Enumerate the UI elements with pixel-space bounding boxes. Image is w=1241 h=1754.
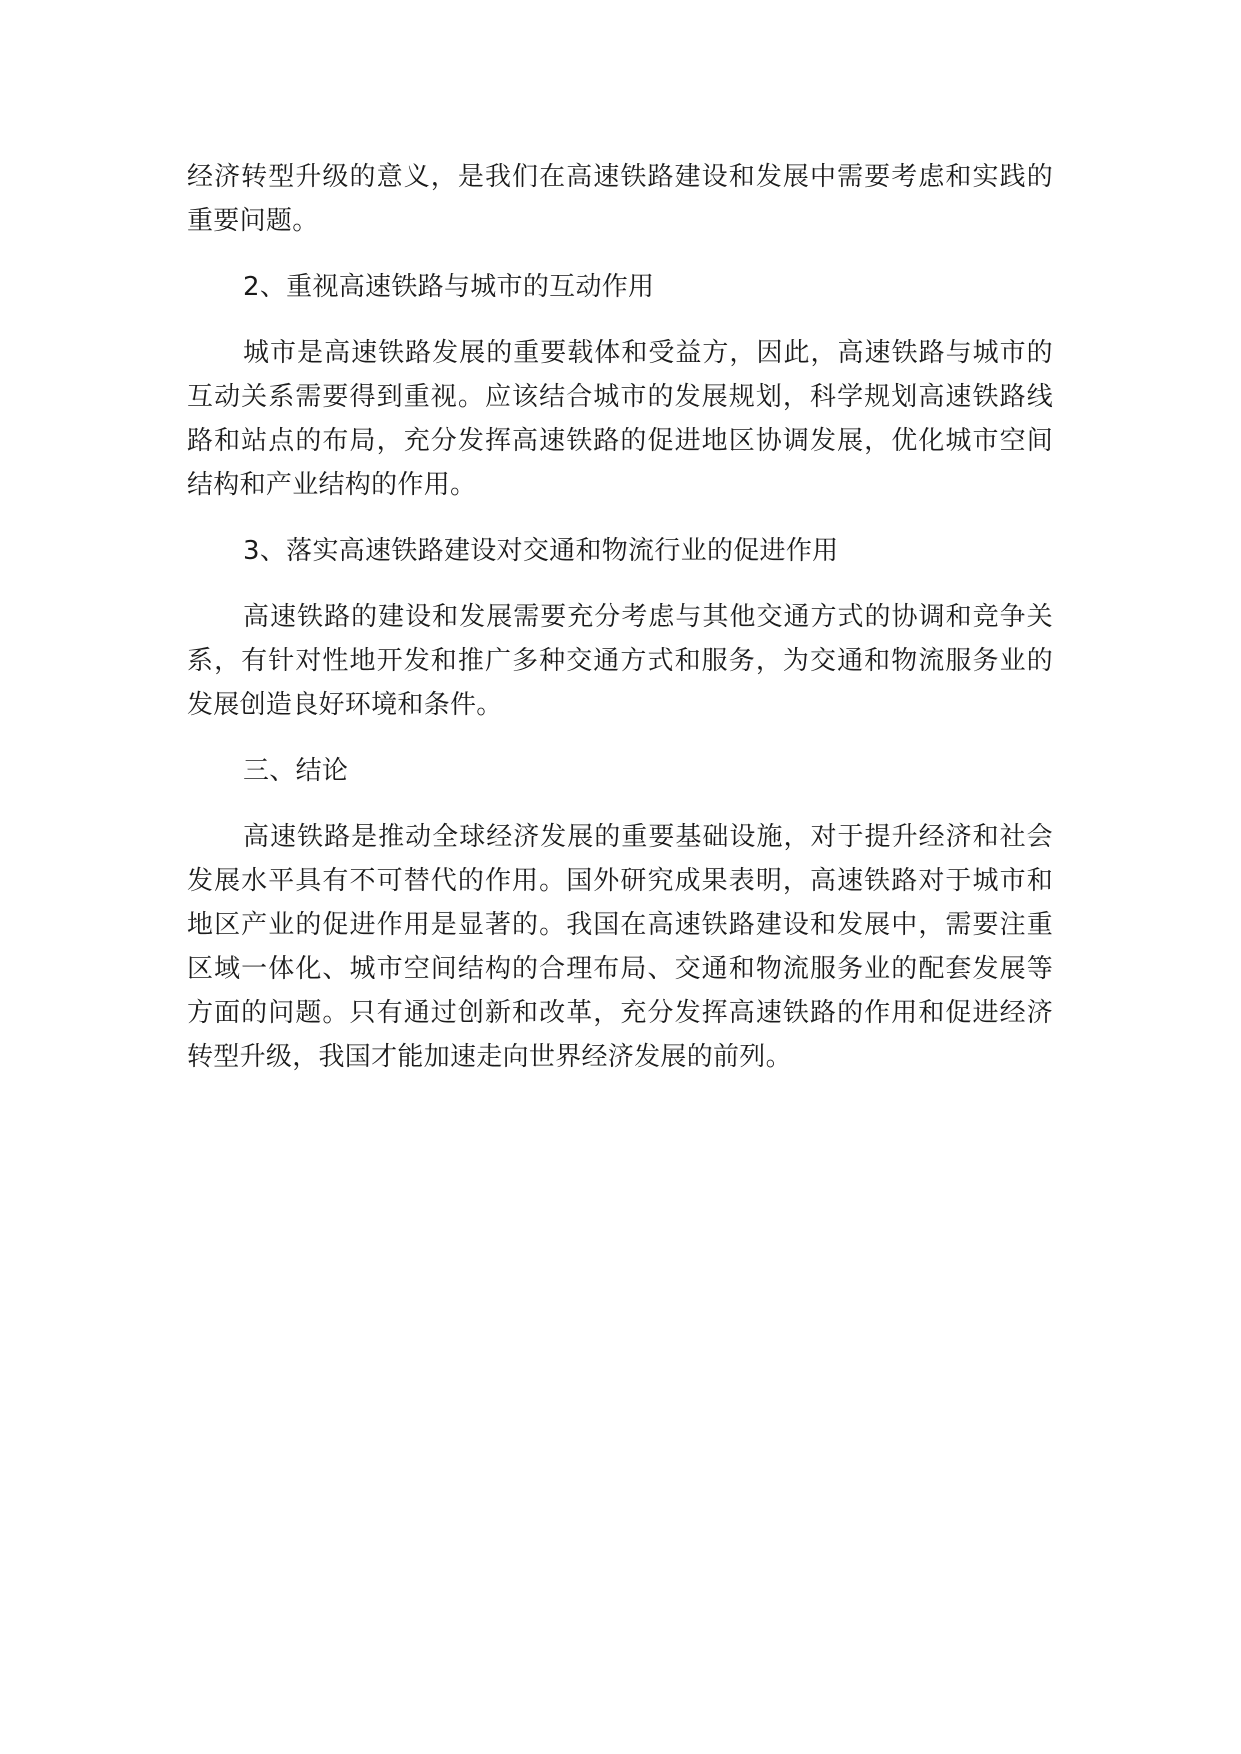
section-heading-3: 3、落实高速铁路建设对交通和物流行业的促进作用 (243, 536, 839, 566)
paragraph-continuation: 经济转型升级的意义，是我们在高速铁路建设和发展中需要考虑和实践的重要问题。 (187, 162, 1053, 236)
section-heading-conclusion: 三、结论 (243, 756, 349, 786)
section-heading-2: 2、重视高速铁路与城市的互动作用 (243, 272, 655, 302)
document-body (187, 155, 1053, 1079)
paragraph-transport-logistics: 高速铁路的建设和发展需要充分考虑与其他交通方式的协调和竞争关系，有针对性地开发和推广多种交通方式和服务，为交通和物流服务业的发展创造良好环境和条件。 (187, 602, 1053, 720)
paragraph-city-interaction: 城市是高速铁路发展的重要载体和受益方，因此，高速铁路与城市的互动关系需要得到重视。应该结合城市的发展规划，科学规划高速铁路线路和站点的布局，充分发挥高速铁路的促进地区协调发展，优化城市空间结构和产业结构的作用。 (187, 338, 1053, 500)
paragraph-conclusion: 高速铁路是推动全球经济发展的重要基础设施，对于提升经济和社会发展水平具有不可替代的作用。国外研究成果表明，高速铁路对于城市和地区产业的促进作用是显著的。我国在高速铁路建设和发展中，需要注重区域一体化、城市空间结构的合理布局、交通和物流服务业的配套发展等方面的问题。只有通过创新和改革，充分发挥高速铁路的作用和促进经济转型升级，我国才能加速走向世界经济发展的前列。 (187, 822, 1053, 1072)
